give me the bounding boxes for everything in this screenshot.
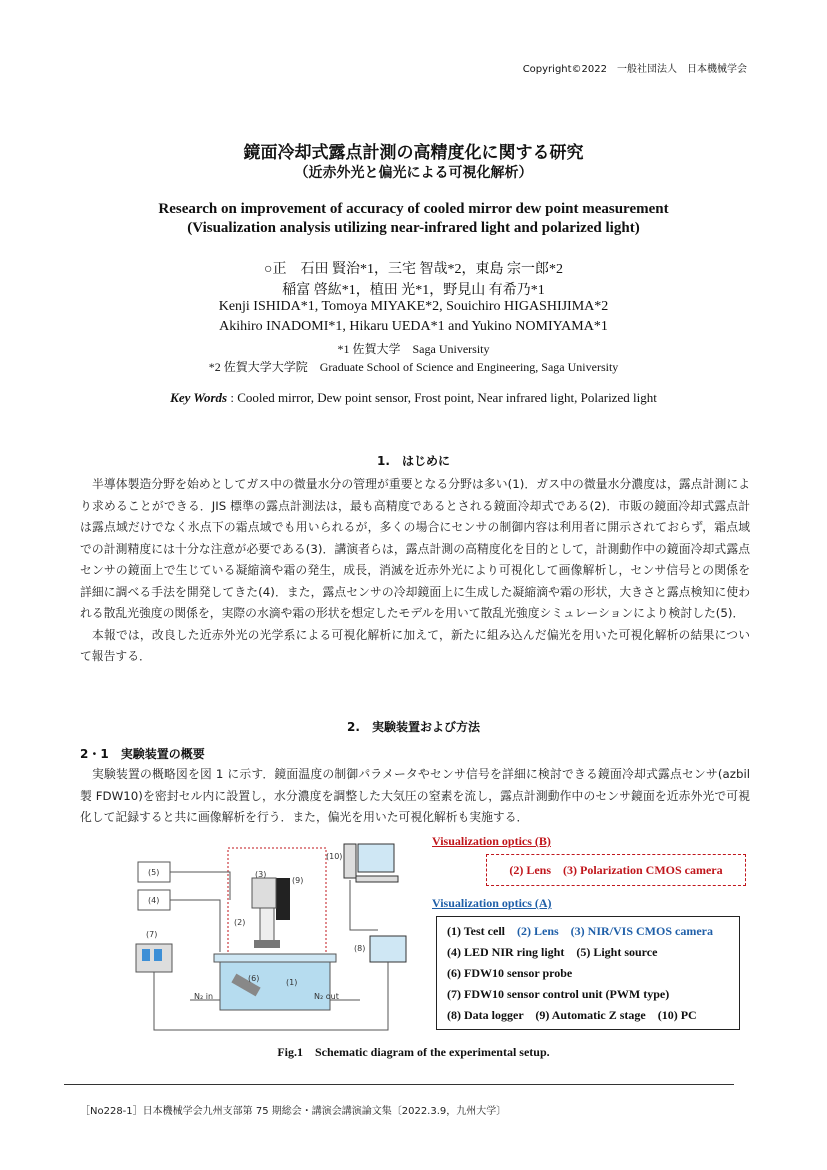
wire-pc [350,880,378,930]
label-3: (3) [255,870,267,879]
legend-line-2: (4) LED NIR ring light (5) Light source [447,945,658,959]
optics-b-items: (2) Lens (3) Polarization CMOS camera [486,854,746,886]
label-n2-in: N₂ in [194,992,214,1001]
section2-body [80,764,750,829]
schematic-diagram [130,840,430,1040]
data-logger [370,936,406,962]
footer-rule [64,1084,734,1085]
control-unit-display-1 [142,949,150,961]
authors-jp-line1: ○正 石田 賢治*1，三宅 智哉*2，東島 宗一郎*2 [264,262,563,277]
legend-1-black: (1) Test cell [447,924,517,938]
section2-heading: 2. 実験装置および方法 [347,720,480,734]
lens-tube [260,904,274,944]
ring-light [254,940,280,948]
authors-en-line1: Kenji ISHIDA*1, Tomoya MIYAKE*2, Souichiro HIGASHIJIMA*2 [218,299,609,314]
test-cell-lid [214,954,336,962]
legend-1-blue: (2) Lens (3) NIR/VIS CMOS camera [517,924,713,938]
label-4: (4) [148,896,160,905]
z-stage [252,878,276,908]
section1-body [80,474,750,668]
control-unit-display-2 [154,949,162,961]
optics-b-title: Visualization optics (B) [432,834,551,848]
title-english [0,200,827,238]
section1-paragraph2: 本報では，改良した近赤外光の光学系による可視化解析に加えて，新たに組み込んだ偏光を用いた可視化解析の結果について報告する． [80,627,750,663]
label-9: (9) [292,876,304,885]
optics-a-title: Visualization optics (A) [432,896,552,910]
figure-legend [436,916,740,1030]
figure-schematic [130,840,430,1040]
label-2: (2) [234,918,246,927]
pc-tower [344,844,356,878]
subtitle-japanese: （近赤外光と偏光による可視化解析） [294,165,533,181]
keywords-label: Key Words [170,390,228,405]
label-6: (6) [248,974,260,983]
label-8: (8) [354,944,366,953]
title-japanese: 鏡面冷却式露点計測の高精度化に関する研究 [243,143,584,163]
legend-line-3: (6) FDW10 sensor probe [447,966,573,980]
legend-line-1 [447,921,729,942]
wire-light-source [170,872,230,900]
camera-body [276,878,290,920]
authors-en-line2: Akihiro INADOMI*1, Hikaru UEDA*1 and Yukino NOMIYAMA*1 [219,319,608,334]
subsection-2-1-heading: 2・1 実験装置の概要 [80,747,205,761]
copyright-notice: Copyright©2022 一般社団法人 日本機械学会 [522,64,747,75]
label-7: (7) [146,930,158,939]
section2-paragraph1: 実験装置の概略図を図 1 に示す．鏡面温度の制御パラメータやセンサ信号を詳細に検討できる鏡面冷却式露点センサ(azbil 製 FDW10)を密封セル内に設置し，水分濃度を調整した大気圧の窒素を流し，露点計測動作中のセンサ鏡面を近赤外光で可視化して記録すると共に画像解析を行う．また，偏光を用いた可視化解析も実施する． [80,767,750,824]
section1-paragraph1: 半導体製造分野を始めとしてガス中の微量水分の管理が重要となる分野は多い(1)．ガス中の微量水分濃度は，露点計測により求めることができる．JIS 標準の露点計測法は，最も高精度であるとされる鏡面冷却式である(2)．市販の鏡面冷却式露点計は露点域だけでなく氷点下の霜点域でも用いられるが，多くの場合にセンサの制御内容は利用者に開示されておらず，霜点域での計測精度には十分な注意が必要である(3)．講演者らは，露点計測の高精度化を目的として，計測動作中の鏡面冷却式露点センサの鏡面上で生じている凝縮滴や霜の発生，成長，消滅を近赤外光により可視化して画像解析し，センサ信号との関係を詳細に調べる手法を開発してきた(4)．また，露点センサの冷却鏡面上に生成した凝縮滴や霜の形状，大きさと露点検知に使われる散乱光強度の関係を，実際の水滴や霜の形状を想定したモデルを用いて散乱光強度シミュレーションにより検討した(5)． [80,477,750,620]
wire-ring-light [170,900,220,952]
label-5: (5) [148,868,160,877]
figure-caption: Fig.1 Schematic diagram of the experimental setup. [277,1045,550,1059]
affiliation-2: *2 佐賀大学大学院 Graduate School of Science and Engineering, Saga University [208,360,619,374]
label-10: (10) [326,852,343,861]
title-english-line2: (Visualization analysis utilizing near-infrared light and polarized light) [187,220,640,236]
affiliation-1: *1 佐賀大学 Saga University [337,342,490,356]
keywords [0,390,827,406]
keywords-text: : Cooled mirror, Dew point sensor, Frost point, Near infrared light, Polarized light [227,390,657,405]
label-1: (1) [286,978,298,987]
title-english-line1: Research on improvement of accuracy of cooled mirror dew point measurement [158,201,669,217]
authors-jp-line2: 稲富 啓紘*1，植田 光*1，野見山 有希乃*1 [282,283,545,298]
pc-monitor [358,844,394,872]
footer-citation: ［No228-1］日本機械学会九州支部第 75 期総会・講演会講演論文集〔2022.3.9，九州大学〕 [80,1106,507,1117]
legend-line-5: (8) Data logger (9) Automatic Z stage (10) PC [447,1008,697,1022]
pc-keyboard [356,876,398,882]
label-n2-out: N₂ out [314,992,339,1001]
section1-heading: 1. はじめに [377,454,450,468]
legend-line-4: (7) FDW10 sensor control unit (PWM type) [447,987,670,1001]
